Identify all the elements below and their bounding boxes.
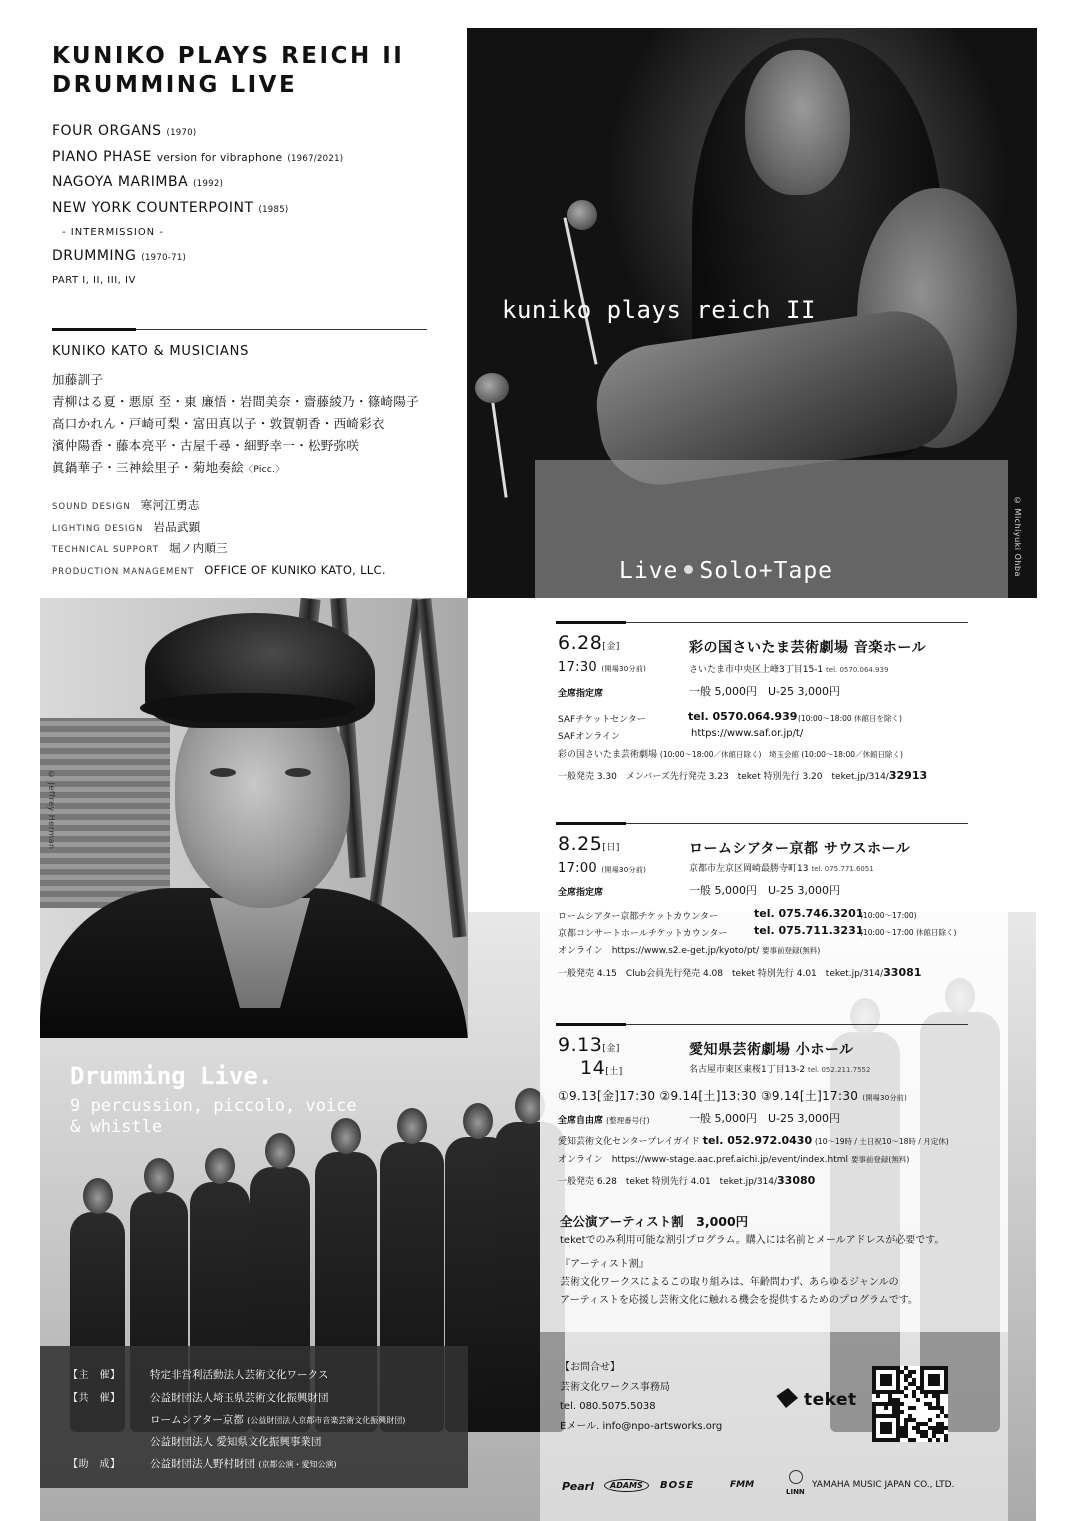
perf-times: ①9.13[金]17:30 ②9.14[土]13:30 ③9.14[土]17:30 (開場30分前) [558,1089,908,1103]
photo-credit: © Michiyuki Ohba [1013,496,1022,577]
qr-cell [944,1438,948,1442]
artist-discount-text: teketでのみ利用可能な割引プログラム。購入には名前とメールアドレスが必要です。 [560,1235,945,1246]
qr-cell [912,1438,916,1442]
intermission-label: - INTERMISSION - [62,227,164,238]
perf-time: 17:30 (開場30分前) [558,660,647,675]
drumming-live-subtitle: 9 percussion, piccolo, voice & whistle [70,1096,357,1137]
qr-cell [928,1438,932,1442]
seat-type: 全席指定席 [558,888,604,898]
mallet-stick [563,217,597,364]
title-line-2: DRUMMING LIVE [52,72,298,98]
artist-discount [560,1212,980,1310]
ticket-outlet: ロームシアター京都チケットカウンター tel. 075.746.3201 (10:00〜17:00) [558,907,917,922]
musicians-line: 青柳はる夏・悪原 至・東 廉悟・岩間美奈・齋藤綾乃・篠崎陽子 [52,394,419,409]
credit-row: TECHNICAL SUPPORT 堀ノ内順三 [52,541,228,555]
eye-shape [285,768,311,777]
fmm-logo: FMM [730,1480,755,1490]
perf-date: 8.25[日] [558,833,620,855]
teket-logo: teket [776,1388,857,1410]
pearl-logo: Pearl [562,1480,594,1493]
seat-type: 全席指定席 [558,689,604,699]
ticket-outlet: 愛知芸術文化センタープレイガイド tel. 052.972.0430 (10〜19時 / 土日祝10〜18時 / 月定休) [558,1134,949,1147]
qr-cell [884,1406,888,1410]
credit-row: PRODUCTION MANAGEMENT OFFICE OF KUNIKO KATO, LLC. [52,562,386,577]
photo-cap-brim-shape [140,693,355,723]
divider-accent [52,328,136,331]
qr-cell [924,1394,928,1398]
drumming-live-title: Drumming Live. [70,1062,273,1090]
perf-date: 6.28[金] [558,632,620,654]
program-item: NAGOYA MARIMBA (1992) [52,174,224,190]
schedule-saitama [556,622,970,792]
staff-credits [52,493,462,579]
artist-discount-text: アーティストを応援し芸術文化に触れる機会を提供するためのプログラムです。 [560,1295,918,1306]
venue-address: 名古屋市東区東桜1丁目13-2 tel. 052.211.7552 [689,1065,871,1075]
seat-type: 全席自由席 (整理番号付) [558,1116,650,1126]
sponsor-row: 【主 催】 特定非営利活動法人芸術文化ワークス [68,1369,329,1381]
sponsor-row: 【共 催】 公益財団法人埼玉県芸術文化振興財団 [68,1392,329,1404]
photo-building-shape [40,718,170,908]
contact-tel[interactable]: tel. 080.5075.5038 [560,1401,656,1412]
release-info: 一般発売 3.30 メンバーズ先行発売 3.23 teket 特別先行 3.20 teket.jp/314/32913 [558,769,928,782]
photo-rope-shape [417,598,466,938]
qr-cell [904,1386,908,1390]
qr-cell [944,1390,948,1394]
eye-shape [210,768,236,777]
program-item-drumming: DRUMMING (1970-71) [52,248,187,264]
performer-photo [467,28,1037,598]
linn-logo: LINN [786,1488,805,1496]
ticket-price: 一般 5,000円 U-25 3,000円 [689,1112,841,1125]
artist-discount-text: 芸術文化ワークスによるこの取り組みは、年齢問わず、あらゆるジャンルの [560,1277,899,1288]
musicians-line: 濱仲陽香・藤本亮平・古屋千尋・細野幸一・松野弥咲 [52,438,360,453]
musicians-line: 高口かれん・戸崎可梨・富田真以子・敦賀朝香・西崎彩衣 [52,416,385,431]
perf-date-2: 14[土] [580,1057,623,1079]
sponsor-row: 【助 成】 公益財団法人野村財団 (京都公演・愛知公演) [68,1458,337,1470]
qr-cell [888,1430,892,1434]
adams-logo: ADAMS [604,1479,649,1492]
program-item: PIANO PHASE version for vibraphone (1967/2021) [52,148,344,165]
venue-name: ロームシアター京都 サウスホール [689,841,911,857]
sponsor-row: ロームシアター京都 (公益財団法人京都市音楽芸術文化振興財団) [150,1414,406,1426]
schedule-aichi [556,1024,970,1194]
linn-mark-icon [789,1470,803,1484]
bose-logo: BOSE [660,1480,695,1491]
mallet-stick [489,388,507,497]
ticket-outlet: SAFオンライン https://www.saf.or.jp/t/ [558,728,804,742]
schedule-kyoto [556,823,970,993]
credit-row: SOUND DESIGN 寒河江勇志 [52,498,200,512]
perf-time: 17:00 (開場30分前) [558,861,647,876]
venue-name: 愛知県芸術劇場 小ホール [689,1042,854,1058]
live-box [535,460,1008,598]
ticket-price: 一般 5,000円 U-25 3,000円 [689,685,841,698]
qr-cell [904,1394,908,1398]
qr-cell [916,1398,920,1402]
musicians-line: 加藤訓子 [52,372,104,387]
qr-cell [936,1438,940,1442]
ticket-price: 一般 5,000円 U-25 3,000円 [689,884,841,897]
ticket-outlet[interactable]: オンライン https://www.s2.e-get.jp/kyoto/pt/ 要事前登録(無料) [558,946,821,956]
qr-cell [912,1370,916,1374]
ticket-outlet[interactable]: オンライン https://www-stage.aac.pref.aichi.jp/event/index.html 要事前登録(無料) [558,1155,910,1165]
mallet-head-icon [475,373,509,403]
venue-address: さいたま市中央区上峰3丁目15-1 tel. 0570.064.939 [689,665,889,675]
live-box-text: Live Solo+Tape [619,558,834,584]
photo-rope-shape [368,599,424,918]
drumming-parts: PART I, II, III, IV [52,274,136,286]
perf-date: 9.13[金] [558,1034,620,1056]
main-title [52,42,404,100]
release-info: 一般発売 6.28 teket 特別先行 4.01 teket.jp/314/33080 [558,1174,816,1187]
ticket-outlet: SAFチケットセンター tel. 0570.064.939 (10:00〜18:00 休館日を除く) [558,710,902,725]
title-line-1: KUNIKO PLAYS REICH II [52,43,405,69]
composer-photo-credit: © Jeffrey Herman [47,770,56,850]
qr-code-icon[interactable] [872,1366,948,1442]
venue-name: 彩の国さいたま芸術劇場 音楽ホール [689,640,927,656]
dot-icon [684,565,693,574]
credit-row: LIGHTING DESIGN 岩品武顕 [52,519,201,534]
qr-cell [936,1382,940,1386]
program-item: FOUR ORGANS (1970) [52,123,197,139]
ticket-outlet: 彩の国さいたま芸術劇場 (10:00〜18:00／休館日除く) 埼玉会館 (10:00〜18:00／休館日除く) [558,750,903,760]
qr-cell [900,1402,904,1406]
release-info: 一般発売 4.15 Club会員先行発売 4.08 teket 特別先行 4.01 teket.jp/314/33081 [558,966,922,979]
photo-face-shape [745,50,850,195]
teket-mark-icon [774,1388,800,1408]
qr-cell [896,1438,900,1442]
venue-address: 京都市左京区岡崎最勝寺町13 tel. 075.771.6051 [689,864,874,874]
sponsor-row: 公益財団法人 愛知県文化振興事業団 [150,1436,322,1448]
photo-caption: kuniko plays reich II [502,296,816,324]
contact-heading: 【お問合せ】 [560,1362,620,1373]
qr-cell [888,1382,892,1386]
qr-cell [928,1418,932,1422]
musicians-heading: KUNIKO KATO & MUSICIANS [52,344,250,359]
yamaha-logo: YAMAHA MUSIC JAPAN CO., LTD. [812,1480,955,1490]
qr-cell [944,1414,948,1418]
musicians-list [52,369,462,479]
artist-discount-heading: 全公演アーティスト割 3,000円 [560,1214,749,1229]
qr-cell [936,1414,940,1418]
program-list [52,119,452,290]
partner-logos [560,1476,980,1500]
qr-cell [876,1394,880,1398]
qr-cell [900,1410,904,1414]
ticket-outlet: 京都コンサートホールチケットカウンター tel. 075.711.3231 (10:00〜17:00 休館日除く) [558,924,957,939]
program-item: NEW YORK COUNTERPOINT (1985) [52,199,289,216]
artist-discount-subheading: 『アーティスト割』 [560,1259,649,1270]
qr-cell [912,1406,916,1410]
contact-org: 芸術文化ワークス事務局 [560,1381,670,1393]
composer-photo [40,598,468,1038]
contact-email[interactable]: Eメール. info@npo-artsworks.org [560,1420,723,1432]
ticket-url-link[interactable]: https://www.saf.or.jp/t/ [691,728,804,739]
qr-cell [944,1426,948,1430]
sponsors-box [40,1346,468,1488]
musicians-line: 眞鍋華子・三神絵里子・菊地奏絵〈Picc.〉 [52,460,285,475]
mallet-head-icon [567,200,597,230]
